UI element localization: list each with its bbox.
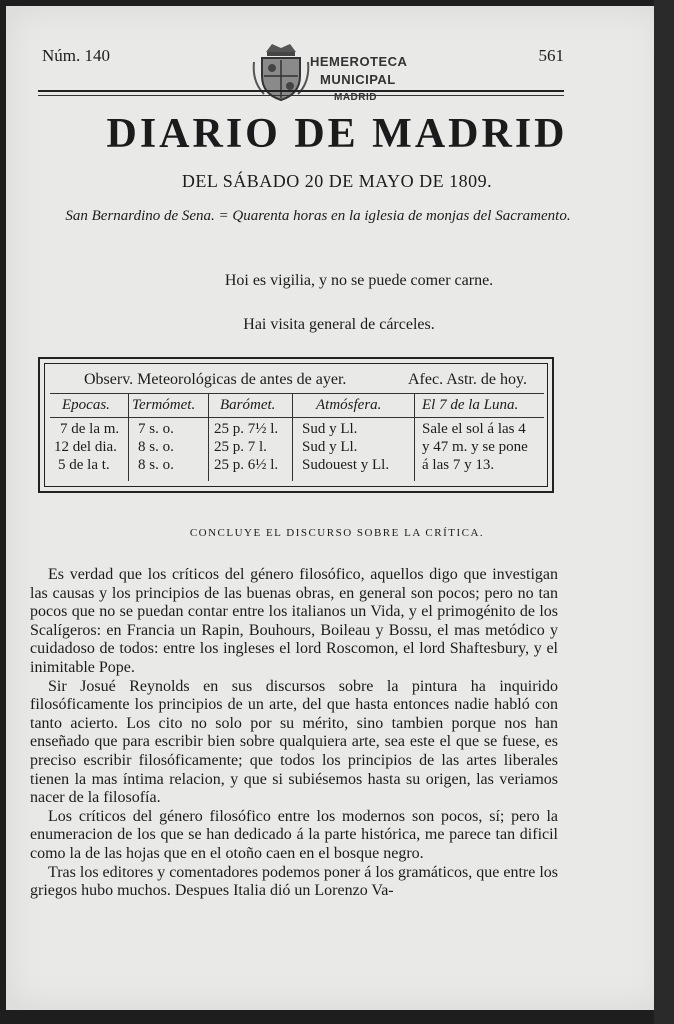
notice-vigil: Hoi es vigilia, y no se puede comer carne. [224, 272, 494, 289]
column-header-atmosfera: Atmósfera. [316, 397, 382, 413]
cell-barometro: 25 p. 6½ l. [214, 457, 279, 473]
column-divider [128, 393, 129, 481]
article-body [30, 566, 558, 901]
section-title: CONCLUYE EL DISCURSO SOBRE LA CRÍTICA. [189, 527, 485, 539]
column-header-epocas: Epocas. [62, 397, 110, 413]
notice-visit: Hai visita general de cárceles. [243, 316, 435, 333]
astro-heading: Afec. Astr. de hoy. [408, 371, 527, 388]
paragraph: Los críticos del género filosófico entre los modernos son pocos, sí; pero la enumeracion de los que se han dedicado á la parte histórica, me parece tan dificil como la de las hojas que en el otoño caen en el bosque negro. [30, 807, 558, 862]
cell-termometro: 8 s. o. [138, 457, 174, 473]
dateline: DEL SÁBADO 20 DE MAYO DE 1809. [181, 171, 493, 191]
stamp-line-1: HEMEROTECA [310, 54, 408, 69]
issue-number: Núm. 140 [42, 46, 110, 65]
coat-of-arms-icon [252, 42, 310, 102]
cell-atmosfera: Sudouest y Ll. [302, 457, 390, 473]
table-rule [50, 393, 544, 394]
cell-epoca: 5 de la t. [58, 457, 110, 473]
weather-table-heading: Observ. Meteorológicas de antes de ayer. [84, 371, 347, 388]
column-divider [292, 393, 293, 481]
cell-luna: á las 7 y 13. [422, 457, 495, 473]
library-stamp [252, 40, 422, 106]
header-rule-thin [38, 95, 564, 96]
masthead-title: DIARIO DE MADRID [106, 111, 568, 157]
page-number: 561 [538, 46, 564, 65]
saints-day: San Bernardino de Sena. = Quarenta horas en la iglesia de monjas del Sacramento. [65, 208, 571, 224]
paragraph: Es verdad que los críticos del género filosófico, aquellos digo que investigan las causas y los principios de las buenas obras, en general son pocos; pero no tan pocos que no se puedan contar entre los italianos un Vida, y el primogénito de los Scalígeros: en Francia un Rapin, Bouhours, Boileau y Bossu, el mas metódico y cuidadoso de todos: entre los ingleses el lord Roscomon, el lord Shaftesbury, y el inimitable Pope. [30, 566, 558, 676]
stamp-line-2: MUNICIPAL [320, 72, 396, 87]
cell-termometro: 7 s. o. [138, 421, 174, 437]
column-header-luna: El 7 de la Luna. [422, 397, 519, 413]
cell-termometro: 8 s. o. [138, 439, 174, 455]
cell-luna: Sale el sol á las 4 [422, 421, 526, 437]
cell-barometro: 25 p. 7½ l. [214, 421, 279, 437]
cell-epoca: 12 del dia. [54, 439, 117, 455]
cell-luna: y 47 m. y se pone [422, 439, 528, 455]
paragraph: Tras los editores y comentadores podemos poner á los gramáticos, que entre los griegos hubo muchos. Despues Italia dió un Lorenzo Va- [30, 863, 558, 900]
cell-barometro: 25 p. 7 l. [214, 439, 267, 455]
column-header-termometro: Termómet. [132, 397, 196, 413]
column-divider [414, 393, 415, 481]
table-rule [50, 417, 544, 418]
header-rule-thick [38, 90, 564, 92]
stamp-line-3: MADRID [334, 92, 377, 103]
cell-atmosfera: Sud y Ll. [302, 421, 358, 437]
paragraph: Sir Josué Reynolds en sus discursos sobre la pintura ha inquirido filosóficamente los principios de un arte, del que hasta entonces nadie habló con tanto acierto. Los cito no solo por su mérito, sino tambien porque nos han enseñado que para escribir bien sobre qualquiera arte, sea este el que se fuese, es preciso escribir filosóficamente; que todos los principios de las artes liberales tienen la mas íntima relacion, y que si subiésemos hasta su origen, las veriamos nacer de la filosofía. [30, 677, 558, 807]
column-divider [208, 393, 209, 481]
cell-atmosfera: Sud y Ll. [302, 439, 358, 455]
cell-epoca: 7 de la m. [60, 421, 120, 437]
column-header-barometro: Barómet. [220, 397, 276, 413]
